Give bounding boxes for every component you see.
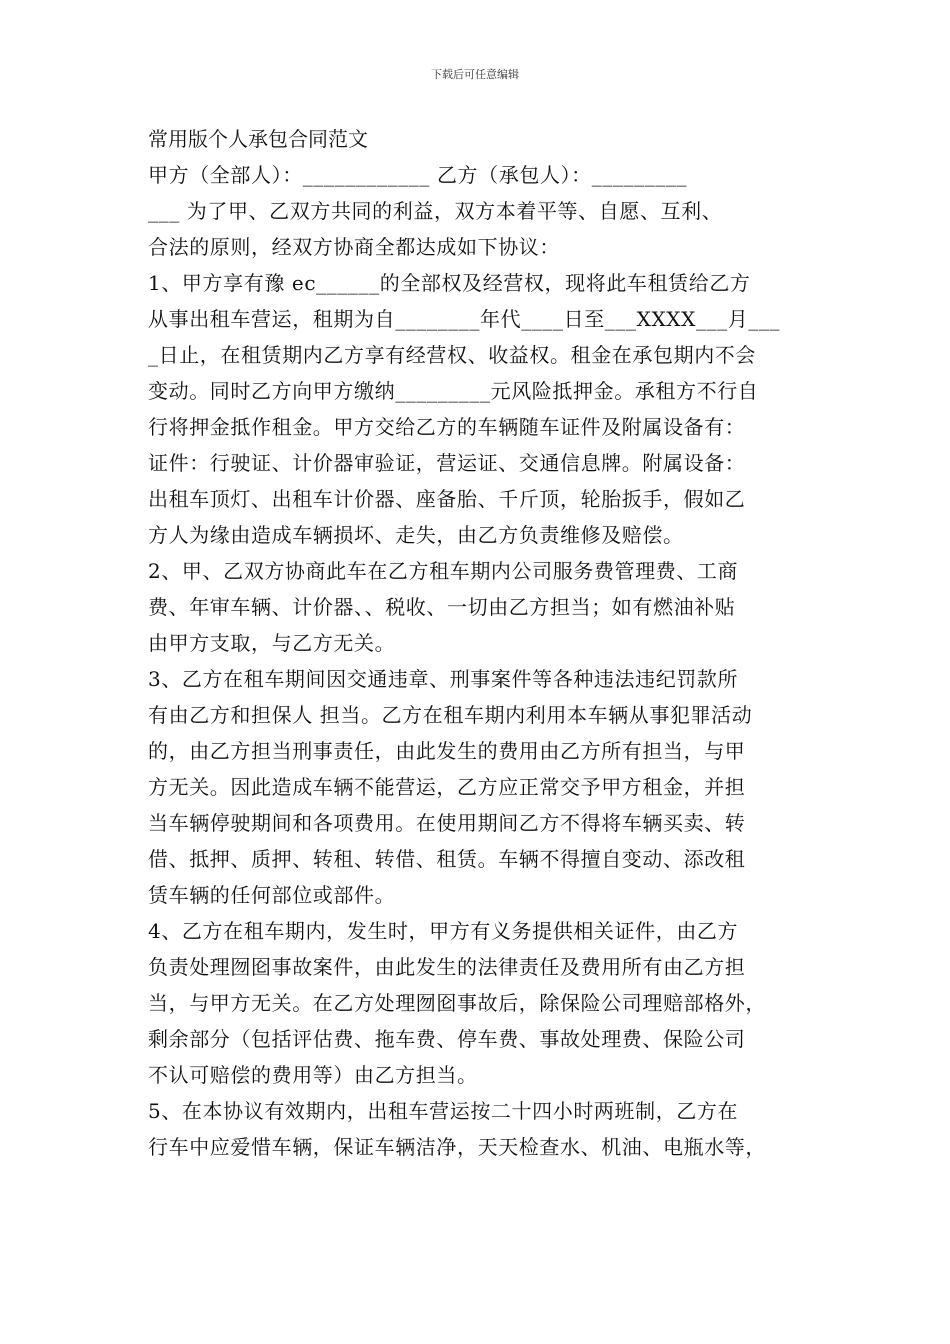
body-line: 的，由乙方担当刑事责任，由此发生的费用由乙方所有担当，与甲 bbox=[148, 739, 746, 763]
body-line: 2、甲、乙双方协商此车在乙方租车期内公司服务费管理费、工商 bbox=[148, 559, 739, 583]
body-line: 变动。同时乙方向甲方缴纳_________元风险抵押金。承租方不行自 bbox=[148, 379, 759, 403]
body-line: 甲方（全部人）：____________ 乙方（承包人）：_________ bbox=[148, 163, 688, 187]
body-line: _日止，在租赁期内乙方享有经营权、收益权。租金在承包期内不会 bbox=[148, 343, 756, 367]
body-line: 5、在本协议有效期内，出租车营运按二十四小时两班制，乙方在 bbox=[148, 1099, 739, 1123]
body-line: 1、甲方享有豫 ec______的全部权及经营权，现将此车租赁给乙方 bbox=[148, 271, 751, 295]
body-line: 剩余部分（包括评估费、拖车费、停车费、事故处理费、保险公司 bbox=[148, 1027, 746, 1051]
body-line: 负责处理囫囵事故案件，由此发生的法律责任及费用所有由乙方担 bbox=[148, 955, 746, 979]
body-line: 费、年审车辆、计价器、、税收、一切由乙方担当；如有燃油补贴 bbox=[148, 595, 736, 619]
body-line: 当车辆停驶期间和各项费用。在使用期间乙方不得将车辆买卖、转 bbox=[148, 811, 746, 835]
document-title: 常用版个人承包合同范文 bbox=[148, 127, 368, 151]
body-line: 行车中应爱惜车辆，保证车辆洁净，天天检查水、机油、电瓶水等， bbox=[148, 1135, 766, 1159]
body-line: 有由乙方和担保人 担当。乙方在租车期内利用本车辆从事犯罪活动 bbox=[148, 703, 753, 727]
body-line: 借、抵押、质押、转租、转借、租赁。车辆不得擅自变动、添改租 bbox=[148, 847, 746, 871]
body-line: 由甲方支取，与乙方无关。 bbox=[148, 631, 396, 655]
body-line: ___ 为了甲、乙双方共同的利益，双方本着平等、自愿、互利、 bbox=[148, 199, 723, 223]
body-line: 不认可赔偿的费用等）由乙方担当。 bbox=[148, 1063, 478, 1087]
body-line: 当，与甲方无关。在乙方处理囫囵事故后，除保险公司理赔部格外， bbox=[148, 991, 766, 1015]
body-line: 方人为缘由造成车辆损坏、走失，由乙方负责维修及赔偿。 bbox=[148, 523, 684, 547]
body-line: 方无关。因此造成车辆不能营运，乙方应正常交予甲方租金，并担 bbox=[148, 775, 746, 799]
page-header-note: 下载后可任意编辑 bbox=[431, 68, 519, 81]
body-line: 赁车辆的任何部位或部件。 bbox=[148, 883, 396, 907]
body-line: 合法的原则，经双方协商全都达成如下协议： bbox=[148, 235, 560, 259]
body-line: 3、乙方在租车期间因交通违章、刑事案件等各种违法违纪罚款所 bbox=[148, 667, 739, 691]
body-line: 出租车顶灯、出租车计价器、座备胎、千斤顶，轮胎扳手，假如乙 bbox=[148, 487, 746, 511]
body-line: 4、乙方在租车期内，发生时，甲方有义务提供相关证件，由乙方 bbox=[148, 919, 739, 943]
body-line: 证件：行驶证、计价器审验证，营运证、交通信息牌。附属设备： bbox=[148, 451, 746, 475]
body-line: 行将押金抵作租金。甲方交给乙方的车辆随车证件及附属设备有： bbox=[148, 415, 746, 439]
body-line: 从事出租车营运，租期为自________年代____日至___XXXX___月___ bbox=[148, 307, 781, 331]
